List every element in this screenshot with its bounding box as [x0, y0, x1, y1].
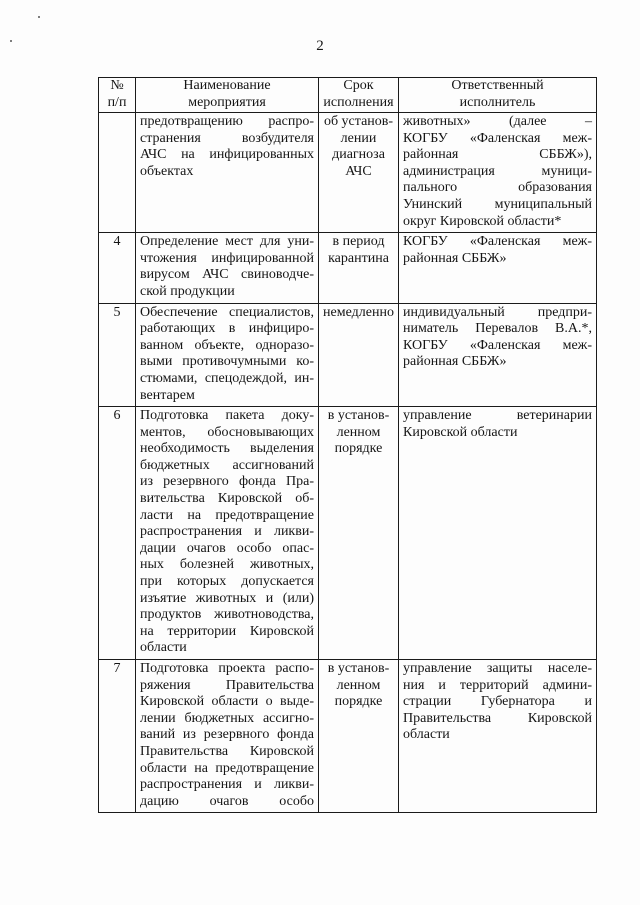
header-num-line: №	[110, 78, 124, 94]
text-line: лении бюджетных ассигно-	[140, 710, 314, 726]
text-line: порядке	[334, 694, 383, 710]
header-resp-line: исполнитель	[459, 95, 536, 110]
table-header-row	[99, 78, 597, 113]
text-line: управление защиты населе-	[403, 661, 592, 676]
text-line: области	[403, 727, 450, 743]
text-line: районная СББЖ»	[403, 250, 507, 266]
row-term	[319, 233, 399, 303]
text-line: Кировской области	[403, 424, 518, 440]
header-resp-line: Ответственный	[451, 78, 544, 94]
row-num	[99, 113, 136, 233]
text-line: ленном	[336, 424, 381, 440]
text-line: Кировской области о выде-	[140, 694, 314, 710]
text-line: изъятие животных и (или)	[140, 590, 314, 606]
text-line: работающих в инфициро-	[140, 321, 314, 337]
text-line: животных» (далее –	[403, 114, 592, 129]
text-line: немедленно	[323, 304, 394, 320]
text-line: в установ-	[327, 661, 390, 676]
text-line: КОГБУ «Фаленская меж-	[403, 130, 592, 146]
text-line: объектах	[140, 163, 194, 179]
text-line: районная СББЖ»	[403, 354, 507, 370]
text-line: стюмами, спецодеждой, ин-	[140, 370, 314, 386]
text-line: Определение мест для уни-	[140, 234, 314, 250]
text-line: области на предотвращение	[140, 760, 314, 776]
text-line: АЧС на инфицированных	[140, 147, 314, 163]
table-row	[99, 113, 597, 233]
text-line: вирусом АЧС свиноводче-	[140, 267, 314, 283]
row-num: 6	[99, 407, 136, 660]
table-row	[99, 233, 597, 303]
row-measure	[136, 407, 319, 660]
text-line: ленном	[336, 677, 381, 693]
row-num: 5	[99, 303, 136, 407]
row-responsible	[399, 113, 597, 233]
text-line: пального образования	[403, 180, 592, 196]
text-line: КОГБУ «Фаленская меж-	[403, 337, 592, 353]
text-line: выми противочумными ко-	[140, 354, 314, 370]
header-resp	[399, 78, 597, 113]
page-number: 2	[316, 38, 324, 54]
table-row	[99, 303, 597, 407]
text-line: ванном объекте, одноразо-	[140, 337, 314, 353]
text-line: порядке	[334, 441, 383, 457]
text-line: страции Губернатора и	[403, 694, 592, 710]
text-line: Подготовка проекта распо-	[140, 661, 314, 676]
header-name-line: Наименование	[183, 78, 271, 94]
row-responsible	[399, 407, 597, 660]
text-line: дации очагов особо опас-	[140, 540, 314, 556]
text-line: Обеспечение специалистов,	[140, 304, 314, 320]
text-line: необходимость выделения	[140, 441, 314, 457]
text-line: лении	[340, 130, 377, 146]
text-line: ской продукции	[140, 283, 235, 299]
text-line: дацию очагов особо	[140, 793, 314, 809]
header-num	[99, 78, 136, 113]
table-row	[99, 407, 597, 660]
text-line: распространения и ликви-	[140, 524, 314, 540]
text-line: диагноза	[332, 147, 385, 163]
text-line: округ Кировской области*	[403, 213, 562, 229]
header-num-line: п/п	[107, 95, 127, 110]
row-measure	[136, 303, 319, 407]
text-line: при которых допускается	[140, 574, 314, 590]
text-line: области	[140, 640, 187, 656]
header-name-line: мероприятия	[188, 95, 266, 110]
text-line: в период	[332, 234, 385, 250]
text-line: Правительства Кировской	[140, 743, 314, 759]
row-term	[319, 113, 399, 233]
header-term	[319, 78, 399, 113]
text-line: на территории Кировской	[140, 623, 314, 639]
row-responsible	[399, 303, 597, 407]
text-line: из резервного фонда Пра-	[140, 474, 314, 490]
text-line: об установ-	[323, 114, 394, 129]
row-num: 4	[99, 233, 136, 303]
table-row	[99, 660, 597, 813]
text-line: ния и территорий админи-	[403, 677, 592, 693]
header-term-line: Срок	[343, 78, 374, 94]
text-line: Подготовка пакета доку-	[140, 408, 314, 424]
text-line: бюджетных ассигнований	[140, 457, 314, 473]
text-line: КОГБУ «Фаленская меж-	[403, 234, 592, 250]
text-line: Унинский муниципальный	[403, 196, 592, 212]
text-line: странения возбудителя	[140, 130, 314, 146]
text-line: предотвращению распро-	[140, 114, 314, 129]
text-line: Правительства Кировской	[403, 710, 592, 726]
row-measure	[136, 113, 319, 233]
row-measure	[136, 233, 319, 303]
header-name	[136, 78, 319, 113]
row-term	[319, 407, 399, 660]
header-term-line: исполнения	[323, 95, 394, 110]
text-line: вительства Кировской об-	[140, 491, 314, 507]
row-num: 7	[99, 660, 136, 813]
text-line: районная СББЖ»),	[403, 147, 592, 163]
row-term	[319, 303, 399, 407]
text-line: индивидуальный предпри-	[403, 304, 592, 320]
text-line: продуктов животноводства,	[140, 607, 314, 623]
text-line: в установ-	[327, 408, 390, 424]
row-responsible	[399, 660, 597, 813]
text-line: вентарем	[140, 387, 195, 403]
scan-speck	[38, 16, 40, 18]
text-line: администрация муници-	[403, 163, 592, 179]
text-line: ряжения Правительства	[140, 677, 314, 693]
text-line: ласти на предотвращение	[140, 507, 314, 523]
text-line: ниматель Перевалов В.А.*,	[403, 321, 592, 337]
measures-table	[98, 77, 597, 813]
text-line: чтожения инфицированной	[140, 250, 314, 266]
text-line: АЧС	[345, 163, 372, 179]
row-term	[319, 660, 399, 813]
text-line: управление ветеринарии	[403, 408, 592, 424]
text-line: распространения и ликви-	[140, 777, 314, 793]
text-line: ных болезней животных,	[140, 557, 314, 573]
text-line: ментов, обосновывающих	[140, 424, 314, 440]
scan-speck	[10, 40, 12, 42]
text-line: ваний из резервного фонда	[140, 727, 314, 743]
row-responsible	[399, 233, 597, 303]
row-measure	[136, 660, 319, 813]
text-line: карантина	[328, 250, 389, 266]
